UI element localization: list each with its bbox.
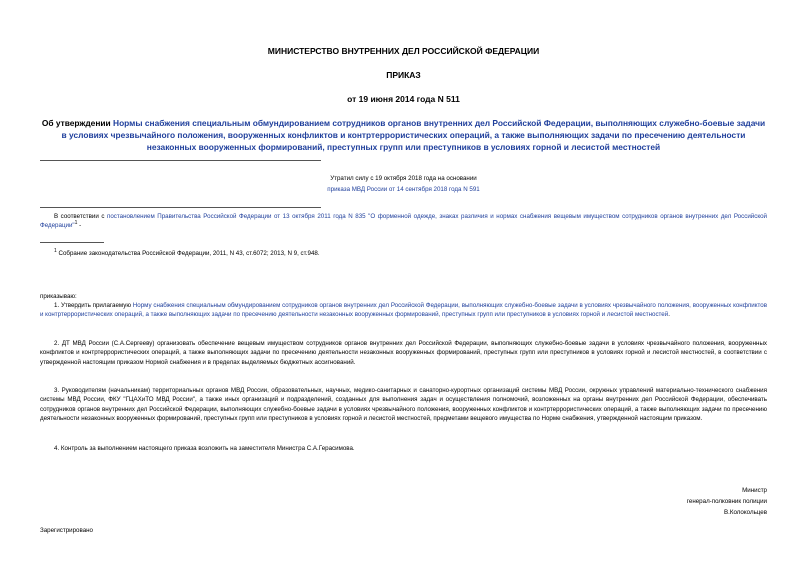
footnote-reference[interactable]: 1 xyxy=(74,220,78,227)
basis-paragraph xyxy=(40,212,767,231)
signatory-title: Министр xyxy=(742,487,767,494)
paragraph-3: 3. Руководителям (начальникам) территориальных органов МВД России, образовательных, научных, медико-санитарных и санаторно-курортных организаций системы МВД России, окружных управлений материально-технического снабжения системы МВД России, ФКУ "ГЦАХиТО МВД России", а также иных организаций и подразделений, созданных для выполнения задач и осуществления полномочий, возложенных на органы внутренних дел Российской Федерации, обеспечивать сотрудников органов внутренних дел Российской Федерации, выполняющих служебно-боевые задачи в условиях чрезвычайного положения, вооруженных конфликтов и контртеррористических операций, а также выполняющих задачи по пресечению деятельности незаконных вооруженных формирований, преступных групп или преступников в условиях горной и лесистой местностей, предметами вещевого имущества по Норме снабжения, утвержденной настоящим приказом. xyxy=(40,387,767,423)
ministry-name: МИНИСТЕРСТВО ВНУТРЕННИХ ДЕЛ РОССИЙСКОЙ ФЕДЕРАЦИИ xyxy=(267,46,540,56)
document-date: от 19 июня 2014 года N 511 xyxy=(347,94,460,104)
paragraph-1-suffix: . xyxy=(668,311,670,319)
registered-note: Зарегистрировано xyxy=(40,527,93,534)
norm-link[interactable]: Норму снабжения специальным обмундированием сотрудников органов внутренних дел Российской Федерации, выполняющих служебно-боевые задачи в условиях чрезвычайного положения, вооруженных конфликтов и контртеррористических операций, а также выполняющих задачи по пресечению деятельности незаконных вооруженных формирований, преступных групп или преступников в условиях горной и лесистой местностей xyxy=(40,302,768,319)
paragraph-1-prefix: 1. Утвердить прилагаемую xyxy=(54,302,133,309)
revoked-note: Утратил силу с 19 октября 2018 года на основании xyxy=(330,175,477,182)
basis-suffix: - xyxy=(77,222,82,230)
paragraph-1 xyxy=(40,301,767,320)
order-word: приказываю: xyxy=(40,293,77,300)
paragraph-2: 2. ДТ МВД России (С.А.Сергееву) организовать обеспечение вещевым имуществом сотрудников органов внутренних дел Российской Федерации, выполняющих служебно-боевые задачи в условиях чрезвычайного положения, вооруженных конфликтов и контртеррористических операций, а также выполняющих задачи по пресечению деятельности незаконных вооруженных формирований, преступных групп или преступников в условиях горной и лесистой местностей, в соответствии с утвержденной настоящим приказом Нормой снабжения и в пределах выделяемых бюджетных ассигнований. xyxy=(40,340,767,366)
signatory-name: В.Колокольцев xyxy=(724,509,767,516)
heading-norm-link[interactable]: Нормы снабжения специальным обмундированием сотрудников органов внутренних дел Российской Федерации, выполняющих служебно-боевые задачи в условиях чрезвычайного положения, вооруженных конфликтов и контртеррористических операций, а также выполняющих задачи по пресечению деятельности незаконных вооруженных формирований, преступных групп или преступников в условиях горной и лесистой местностей xyxy=(61,118,766,152)
revoking-order-link[interactable]: приказа МВД России от 14 сентября 2018 года N 591 xyxy=(327,186,480,193)
document-heading xyxy=(40,117,767,153)
government-decree-link[interactable]: постановлением Правительства Российской Федерации от 13 октября 2011 года N 835 "О форменной одежде, знаках различия и нормах снабжения вещевым имуществом сотрудников органов внутренних дел Российской Федерации" xyxy=(40,213,767,230)
basis-prefix: В соответствии с xyxy=(54,213,107,220)
footnote-divider xyxy=(40,242,104,243)
heading-prefix: Об утверждении xyxy=(41,118,114,128)
footnote-mark: 1 xyxy=(54,247,57,254)
divider-top xyxy=(40,160,321,161)
footnote-text: Собрание законодательства Российской Федерации, 2011, N 43, ст.6072; 2013, N 9, ст.948. xyxy=(56,250,320,257)
footnote xyxy=(40,249,767,258)
signatory-rank: генерал-полковник полиции xyxy=(686,498,767,505)
divider-bottom xyxy=(40,207,321,208)
document-type: ПРИКАЗ xyxy=(386,70,421,80)
paragraph-4: 4. Контроль за выполнением настоящего приказа возложить на заместителя Министра С.А.Герасимова. xyxy=(54,445,355,452)
